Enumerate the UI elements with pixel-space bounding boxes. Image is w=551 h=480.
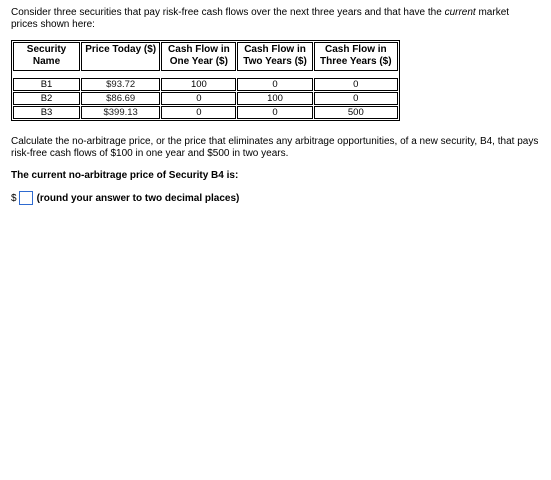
- table-header-row: [13, 42, 398, 71]
- price-cell: $86.69: [81, 92, 160, 105]
- security-name-cell: B2: [13, 92, 80, 105]
- intro-emphasis: current: [444, 7, 476, 18]
- cash-flow-cell: 100: [161, 78, 236, 91]
- cash-flow-cell: 0: [314, 78, 398, 91]
- header-cash-flow-two-years: Cash Flow in Two Years ($): [237, 42, 312, 71]
- answer-prompt: The current no-arbitrage price of Security B4 is:: [11, 170, 239, 181]
- securities-table: [11, 40, 400, 121]
- header-security-name: Security Name: [13, 42, 80, 71]
- header-price-today: Price Today ($): [81, 42, 160, 71]
- header-cash-flow-one-year: Cash Flow in One Year ($): [161, 42, 236, 71]
- cash-flow-cell: 0: [237, 78, 312, 91]
- table-row: [13, 106, 398, 119]
- cash-flow-cell: 100: [237, 92, 312, 105]
- security-name-cell: B1: [13, 78, 80, 91]
- question-text: Calculate the no-arbitrage price, or the price that eliminates any arbitrage opportunities, of a new security, B4, that pays risk-free cash flows of $100 in one year and $500 in two years.: [11, 136, 539, 159]
- table-row: [13, 92, 398, 105]
- cash-flow-cell: 500: [314, 106, 398, 119]
- cash-flow-cell: 0: [161, 106, 236, 119]
- table-row: [13, 78, 398, 91]
- intro-text: [11, 7, 536, 31]
- price-cell: $93.72: [81, 78, 160, 91]
- cash-flow-cell: 0: [314, 92, 398, 105]
- cash-flow-cell: 0: [237, 106, 312, 119]
- rounding-hint: (round your answer to two decimal places): [36, 192, 240, 204]
- answer-input[interactable]: [19, 191, 33, 205]
- answer-row: [11, 191, 239, 205]
- security-name-cell: B3: [13, 106, 80, 119]
- header-cash-flow-three-years: Cash Flow in Three Years ($): [314, 42, 398, 71]
- currency-symbol: $: [11, 192, 17, 204]
- cash-flow-cell: 0: [161, 92, 236, 105]
- intro-text-part: Consider three securities that pay risk-free cash flows over the next three years and that have the: [11, 7, 445, 18]
- intro-text-part: market prices shown here:: [11, 7, 510, 30]
- price-cell: $399.13: [81, 106, 160, 119]
